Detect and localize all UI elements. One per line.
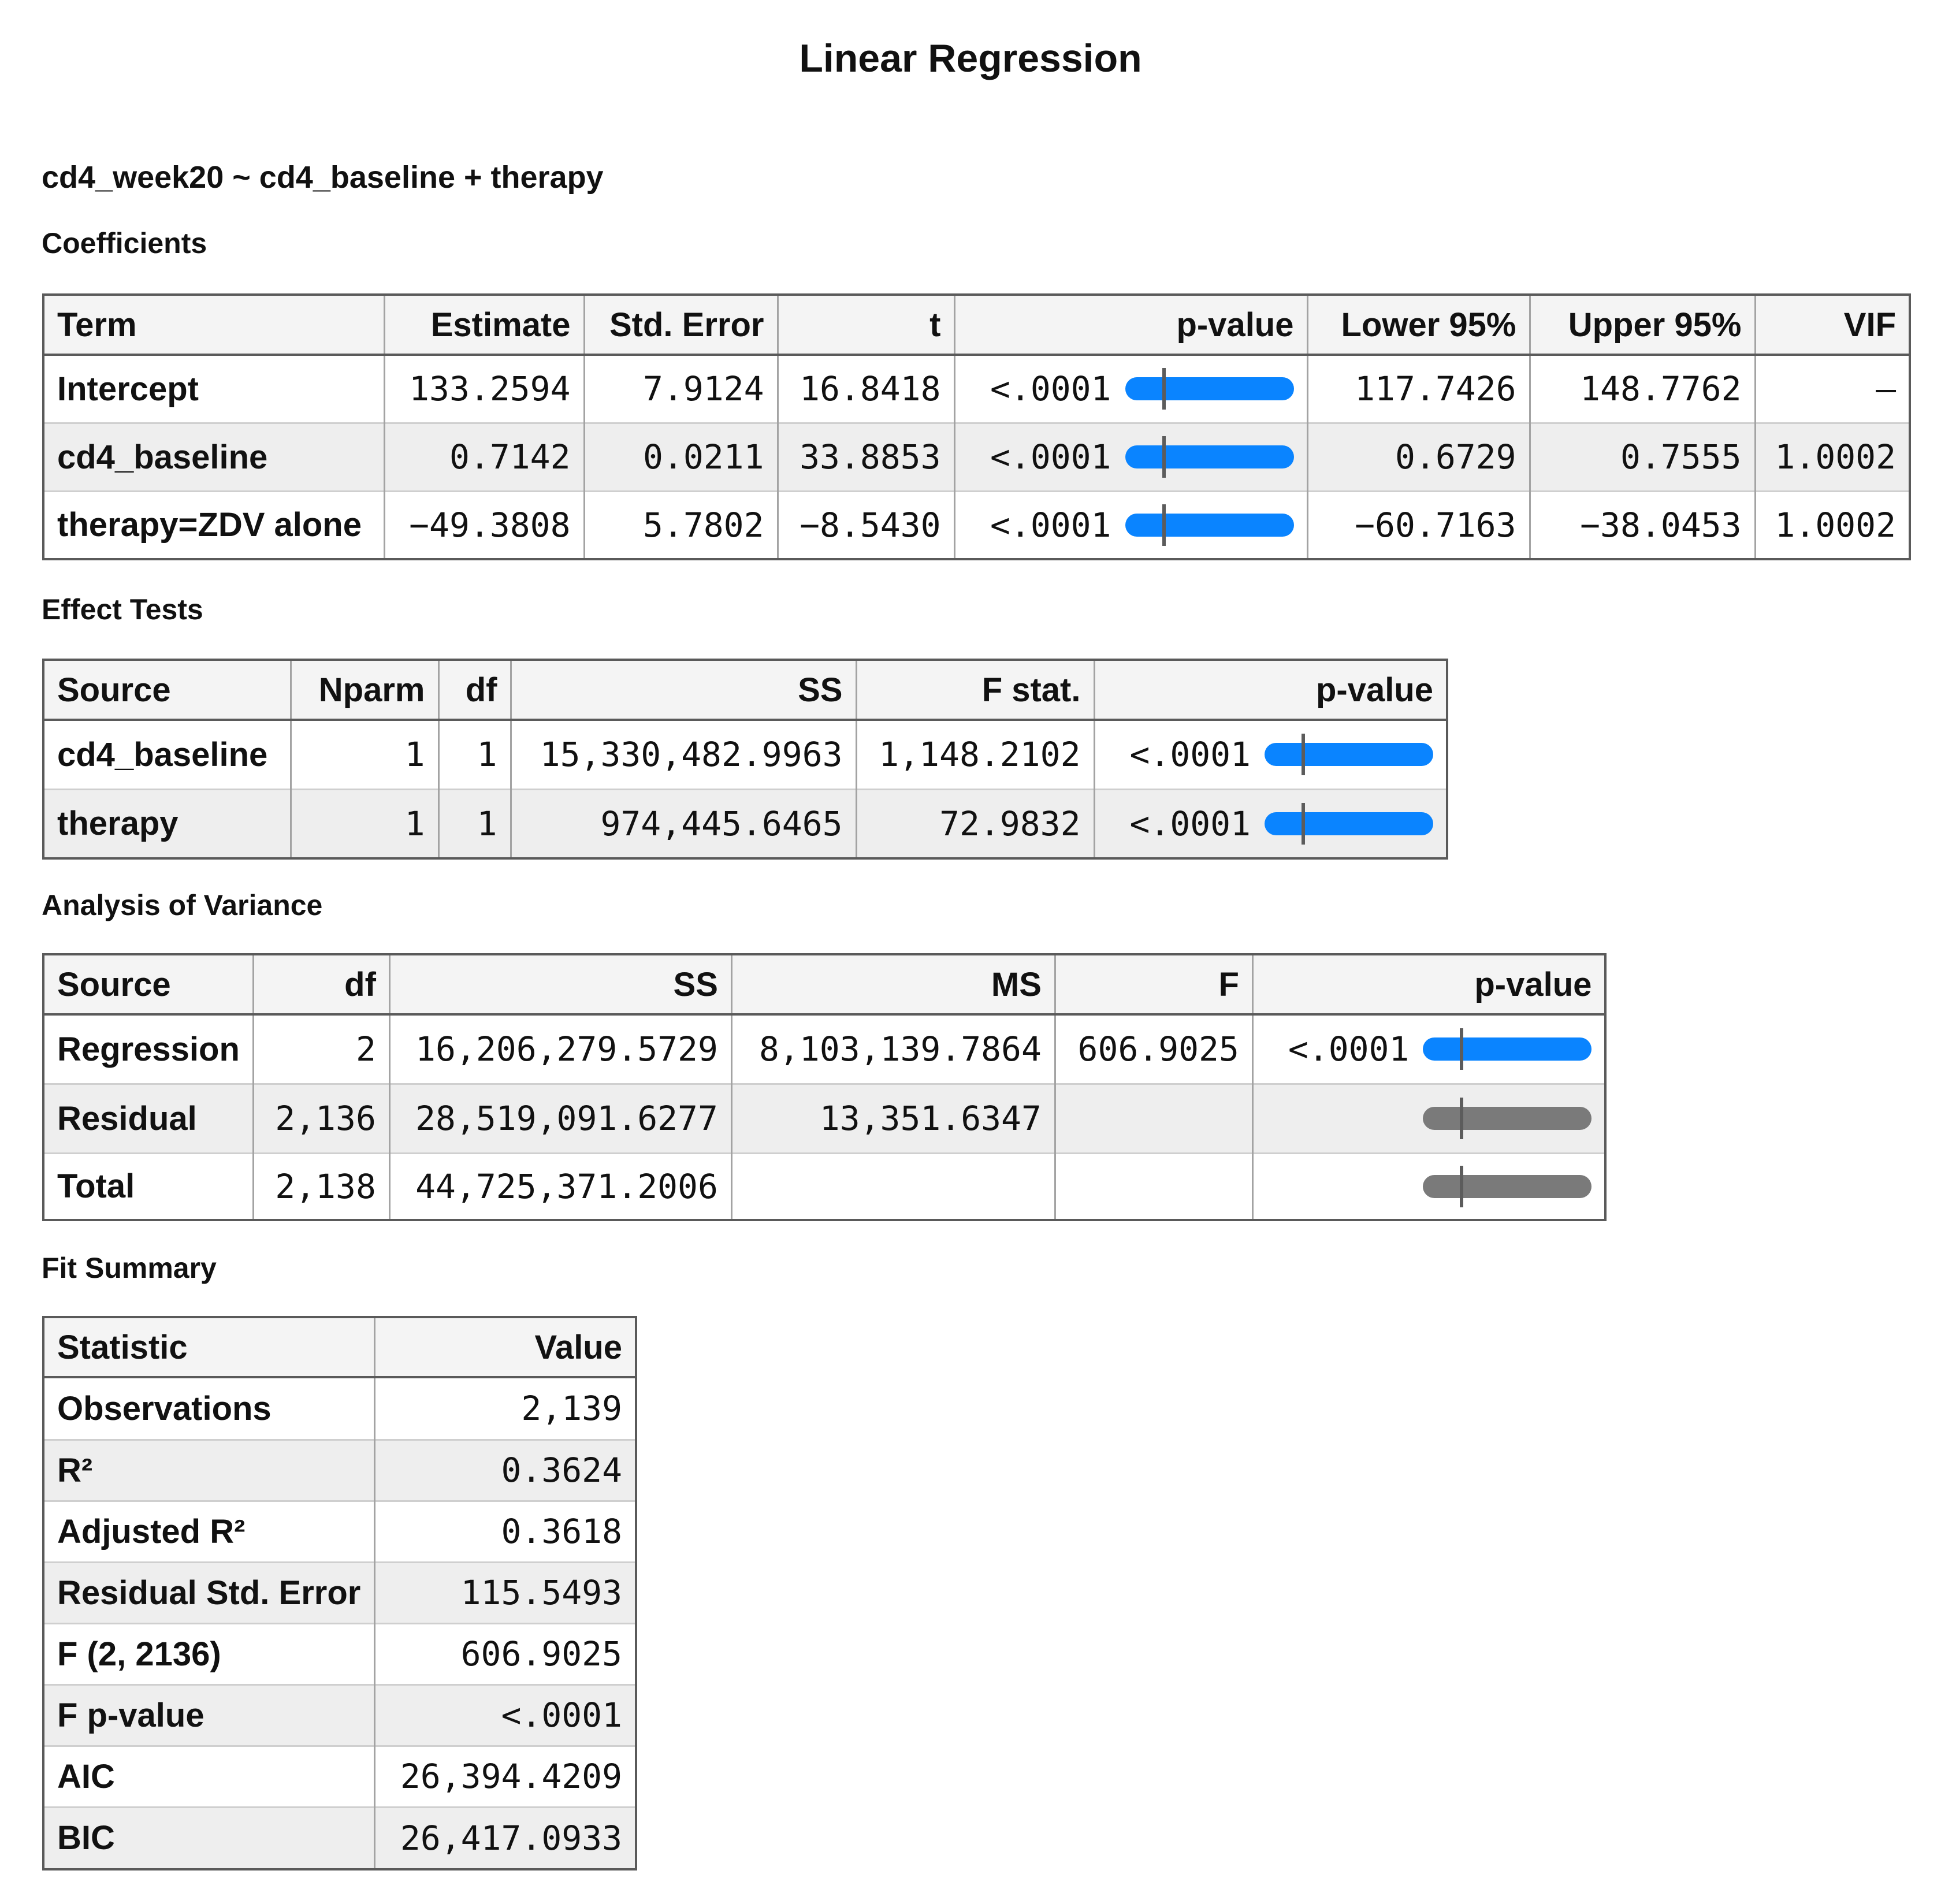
p-value-text: <.0001 <box>990 369 1111 409</box>
statistic-cell: Adjusted R² <box>43 1501 374 1562</box>
p-value-bar <box>1423 1175 1592 1198</box>
col-header-nparm: Nparm <box>291 660 438 720</box>
p-value-bar-tick <box>1302 803 1305 845</box>
col-header-p-value: p-value <box>954 295 1307 355</box>
p-value-text: <.0001 <box>1129 804 1251 843</box>
value-cell: 26,417.0933 <box>374 1807 636 1869</box>
table-row <box>43 720 1447 789</box>
anova-table <box>42 953 1607 1221</box>
effect-tests-label: Effect Tests <box>42 593 203 626</box>
df-cell: 2,136 <box>253 1084 389 1153</box>
term-cell: cd4_baseline <box>43 423 384 491</box>
df-cell: 1 <box>438 720 511 789</box>
nparm-cell: 1 <box>291 720 438 789</box>
source-cell: Regression <box>57 1030 240 1068</box>
statistic-cell: Residual Std. Error <box>43 1562 374 1623</box>
ss-cell: 974,445.6465 <box>511 789 856 858</box>
f-stat-cell: 1,148.2102 <box>856 720 1094 789</box>
vif-cell: 1.0002 <box>1755 491 1910 559</box>
statistic-cell: AIC <box>43 1746 374 1807</box>
p-value-text: <.0001 <box>990 437 1111 477</box>
f-stat-cell: 72.9832 <box>856 789 1094 858</box>
table-row <box>43 1746 636 1807</box>
f-cell: 606.9025 <box>1055 1014 1252 1084</box>
nparm-cell: 1 <box>291 789 438 858</box>
upper-95-cell: −38.0453 <box>1530 491 1755 559</box>
p-value-text: <.0001 <box>1288 1029 1410 1069</box>
value-cell: 2,139 <box>374 1377 636 1440</box>
table-row <box>43 789 1447 858</box>
p-value-bar <box>1265 812 1433 835</box>
ss-cell: 28,519,091.6277 <box>389 1084 731 1153</box>
table-row <box>43 1014 1605 1084</box>
col-header-f-stat: F stat. <box>856 660 1094 720</box>
value-cell: 115.5493 <box>374 1562 636 1623</box>
table-row <box>43 1562 636 1623</box>
col-header-df: df <box>253 954 389 1014</box>
std-error-cell: 7.9124 <box>584 355 778 423</box>
table-row <box>43 1440 636 1501</box>
t-cell: −8.5430 <box>778 491 954 559</box>
table-row <box>43 1153 1605 1220</box>
value-cell: 0.3618 <box>374 1501 636 1562</box>
upper-95-cell: 148.7762 <box>1530 355 1755 423</box>
p-value-bar <box>1423 1107 1592 1130</box>
p-value-bar-tick <box>1302 734 1305 775</box>
p-value-bar-tick <box>1162 436 1166 478</box>
p-value-bar-tick <box>1460 1166 1463 1207</box>
effect-tests-table <box>42 659 1448 860</box>
statistic-cell: F p-value <box>43 1684 374 1746</box>
table-row <box>43 355 1910 423</box>
std-error-cell: 0.0211 <box>584 423 778 491</box>
f-cell <box>1055 1153 1252 1220</box>
std-error-cell: 5.7802 <box>584 491 778 559</box>
col-header-ss: SS <box>511 660 856 720</box>
statistic-cell: BIC <box>43 1807 374 1869</box>
ss-cell: 15,330,482.9963 <box>511 720 856 789</box>
col-header-source: Source <box>43 954 253 1014</box>
df-cell: 2 <box>253 1014 389 1084</box>
p-value-cell <box>954 491 1307 559</box>
df-cell: 1 <box>438 789 511 858</box>
col-header-lower-95: Lower 95% <box>1307 295 1530 355</box>
p-value-cell <box>1252 1084 1605 1153</box>
p-value-bar-tick <box>1162 368 1166 410</box>
col-header-ss: SS <box>389 954 731 1014</box>
value-cell: <.0001 <box>374 1684 636 1746</box>
t-cell: 16.8418 <box>778 355 954 423</box>
coefficients-table <box>42 293 1911 560</box>
col-header-vif: VIF <box>1755 295 1910 355</box>
term-cell: Intercept <box>57 370 199 408</box>
p-value-cell <box>1094 720 1447 789</box>
col-header-statistic: Statistic <box>43 1317 374 1377</box>
ss-cell: 44,725,371.2006 <box>389 1153 731 1220</box>
statistic-cell: F (2, 2136) <box>43 1623 374 1684</box>
table-row <box>43 1084 1605 1153</box>
table-row <box>43 491 1910 559</box>
statistic-cell: Observations <box>57 1389 272 1427</box>
source-cell: cd4_baseline <box>57 735 268 774</box>
p-value-bar <box>1265 743 1433 766</box>
col-header-upper-95: Upper 95% <box>1530 295 1755 355</box>
anova-label: Analysis of Variance <box>42 889 323 921</box>
ms-cell <box>731 1153 1055 1220</box>
p-value-bar <box>1125 445 1294 468</box>
col-header-t: t <box>778 295 954 355</box>
estimate-cell: 0.7142 <box>384 423 584 491</box>
p-value-bar <box>1423 1037 1592 1061</box>
col-header-p-value: p-value <box>1094 660 1447 720</box>
col-header-term: Term <box>43 295 384 355</box>
estimate-cell: 133.2594 <box>384 355 584 423</box>
estimate-cell: −49.3808 <box>384 491 584 559</box>
term-cell: therapy=ZDV alone <box>43 491 384 559</box>
lower-95-cell: 117.7426 <box>1307 355 1530 423</box>
coefficients-label: Coefficients <box>42 227 207 259</box>
fit-summary-label: Fit Summary <box>42 1252 217 1284</box>
p-value-bar-tick <box>1460 1028 1463 1070</box>
source-cell: therapy <box>43 789 291 858</box>
f-cell <box>1055 1084 1252 1153</box>
page-title: Linear Regression <box>799 36 1142 80</box>
df-cell: 2,138 <box>253 1153 389 1220</box>
upper-95-cell: 0.7555 <box>1530 423 1755 491</box>
col-header-std-error: Std. Error <box>584 295 778 355</box>
model-formula: cd4_week20 ~ cd4_baseline + therapy <box>42 160 604 195</box>
value-cell: 0.3624 <box>374 1440 636 1501</box>
p-value-cell <box>1094 789 1447 858</box>
p-value-bar <box>1125 377 1294 400</box>
source-cell: Residual <box>43 1084 253 1153</box>
table-row <box>43 423 1910 491</box>
ms-cell: 13,351.6347 <box>731 1084 1055 1153</box>
col-header-estimate: Estimate <box>384 295 584 355</box>
p-value-text: <.0001 <box>1129 735 1251 775</box>
col-header-ms: MS <box>731 954 1055 1014</box>
p-value-cell <box>1252 1014 1605 1084</box>
lower-95-cell: 0.6729 <box>1307 423 1530 491</box>
value-cell: 26,394.4209 <box>374 1746 636 1807</box>
vif-cell: 1.0002 <box>1755 423 1910 491</box>
col-header-source: Source <box>43 660 291 720</box>
p-value-cell <box>1252 1153 1605 1220</box>
t-cell: 33.8853 <box>778 423 954 491</box>
ss-cell: 16,206,279.5729 <box>389 1014 731 1084</box>
ms-cell: 8,103,139.7864 <box>731 1014 1055 1084</box>
lower-95-cell: −60.7163 <box>1307 491 1530 559</box>
table-row <box>43 1377 636 1440</box>
table-row <box>43 1684 636 1746</box>
table-row <box>43 1807 636 1869</box>
col-header-p-value: p-value <box>1252 954 1605 1014</box>
col-header-df: df <box>438 660 511 720</box>
p-value-text: <.0001 <box>990 505 1111 545</box>
table-row <box>43 1623 636 1684</box>
col-header-value: Value <box>374 1317 636 1377</box>
table-row <box>43 1501 636 1562</box>
p-value-bar-tick <box>1162 504 1166 546</box>
p-value-bar-tick <box>1460 1098 1463 1139</box>
source-cell: Total <box>43 1153 253 1220</box>
vif-cell: – <box>1755 355 1910 423</box>
value-cell: 606.9025 <box>374 1623 636 1684</box>
statistic-cell: R² <box>43 1440 374 1501</box>
p-value-bar <box>1125 514 1294 537</box>
p-value-cell <box>954 423 1307 491</box>
col-header-f: F <box>1055 954 1252 1014</box>
fit-summary-table <box>42 1316 637 1870</box>
p-value-cell <box>954 355 1307 423</box>
